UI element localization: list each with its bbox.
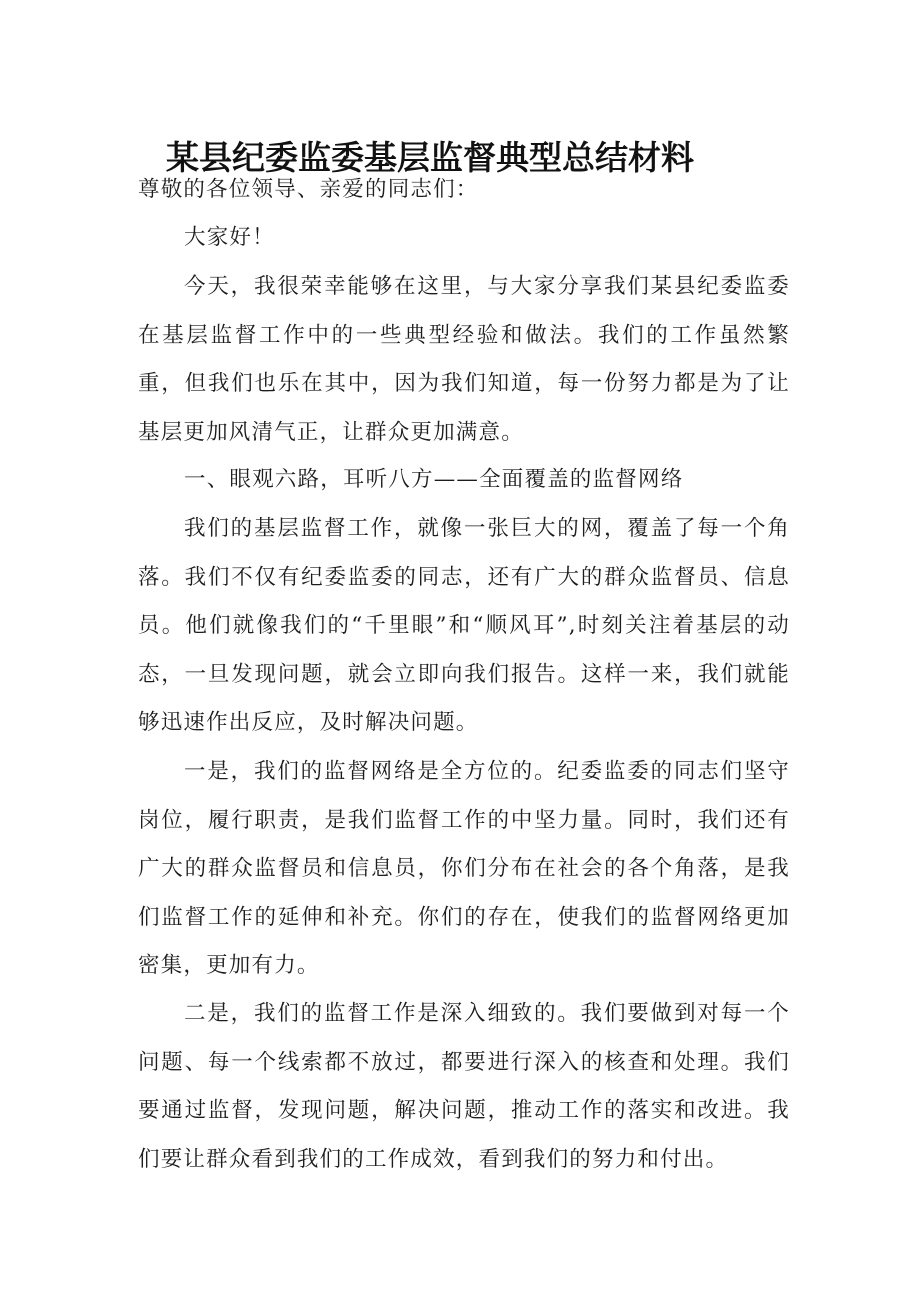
greeting: 大家好！ <box>184 225 275 250</box>
section-heading: 一、眼观六路，耳听八方——全面覆盖的监督网络 <box>184 467 684 492</box>
document-title: 某县纪委监委基层监督典型总结材料 <box>166 138 694 178</box>
intro-paragraph: 今天，我很荣幸能够在这里，与大家分享我们某县纪委监委在基层监督工作中的一些典型经验和做法。我们的工作虽然繁重，但我们也乐在其中，因为我们知道，每一份努力都是为了让基层更加风清气正，让群众更加满意。 <box>138 274 790 445</box>
body-paragraph: 一是，我们的监督网络是全方位的。纪委监委的同志们坚守岗位，履行职责，是我们监督工作的中坚力量。同时，我们还有广大的群众监督员和信息员，你们分布在社会的各个角落，是我们监督工作的延伸和补充。你们的存在，使我们的监督网络更加密集，更加有力。 <box>138 759 790 978</box>
body-paragraph: 二是，我们的监督工作是深入细致的。我们要做到对每一个问题、每一个线索都不放过，都要进行深入的核查和处理。我们要通过监督，发现问题，解决问题，推动工作的落实和改进。我们要让群众看到我们的工作成效，看到我们的努力和付出。 <box>138 1001 790 1172</box>
salutation: 尊敬的各位领导、亲爱的同志们： <box>138 177 479 202</box>
body-paragraph: 我们的基层监督工作，就像一张巨大的网，覆盖了每一个角落。我们不仅有纪委监委的同志，还有广大的群众监督员、信息员。他们就像我们的“千里眼”和“顺风耳”,时刻关注着基层的动态，一旦发现问题，就会立即向我们报告。这样一来，我们就能够迅速作出反应，及时解决问题。 <box>138 516 790 735</box>
